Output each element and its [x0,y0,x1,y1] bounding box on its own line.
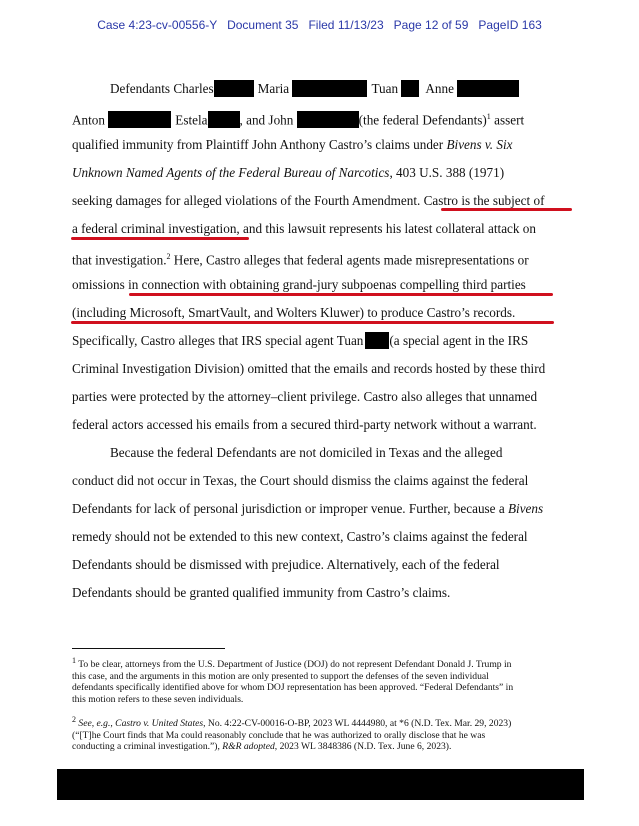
body-line-12: parties were protected by the attorney–client privilege. Castro also alleges that unnamed [72,389,538,404]
body-line-15: conduct did not occur in Texas, the Court should dismiss the claims against the federal [72,473,529,488]
body-line-7: that investigation.$^2$ Here, Castro alleges that federal agents made misrepresentations or [72,252,529,268]
redaction-block [297,111,359,128]
body-line-1: Defendants Charles Maria Tuan Anne [110,80,519,98]
red-underline [71,321,554,324]
redaction-block [208,111,240,128]
redaction-block [457,80,519,97]
body-line-11: Criminal Investigation Division) omitted that the emails and records hosted by these third [72,361,546,376]
redaction-block [108,111,171,128]
body-line-8: omissions in connection with obtaining grand-jury subpoenas compelling third parties [72,277,526,292]
case-number: Case 4:23-cv-00556-Y [97,18,218,32]
body-line-9 [72,304,515,322]
page-id: PageID 163 [478,18,542,32]
body-line-2: Anton Estela , and John (the federal Defendants)$^1$ assert [72,112,525,128]
body-line-14: Because the federal Defendants are not domiciled in Texas and the alleged [110,445,503,460]
body-line-3: qualified immunity from Plaintiff John Anthony Castro’s claims under Bivens v. Six [72,137,513,152]
body-line-18: Defendants should be dismissed with prejudice. Alternatively, each of the federal [72,557,500,572]
redaction-block [292,80,367,97]
redaction-block [401,80,419,97]
footnote-1: $^1$ To be clear, attorneys from the U.S. Department of Justice (DOJ) do not represent Defendant Donald J. Trump in this case, and the arguments in this motion are only presented to support the defenses of the seven individual defendants specifically identified above for whom DOJ representation has been approved. “Federal Defendants” in this motion refers to these seven individuals. [72,656,514,705]
redaction-block [365,332,389,349]
redaction-bar [57,769,584,800]
filed-date: Filed 11/13/23 [308,18,384,32]
footnote-separator [72,648,225,649]
body-line-19: Defendants should be granted qualified immunity from Castro’s claims. [72,585,451,600]
footnote-2: $^2$ See, e.g., Castro v. United States, No. 4:22-CV-00016-O-BP, 2023 WL 4444980, at *6 (N.D. Tex. Mar. 29, 2023) (“[T]he Court finds that Ma could reasonably conclude that he was authorized to orally disclose that he was conducting a criminal investigation.”), R&R adopted, 2023 WL 3848386 (N.D. Tex. June 6, 2023). [72,715,512,753]
body-line-16: Defendants for lack of personal jurisdiction or improper venue. Further, because a Bivens [72,501,544,516]
highlighted-text: Castro is the subject of [423,193,545,208]
body-line-5: seeking damages for alleged violations of the Fourth Amendment. Castro is the subject of [72,193,545,208]
redaction-block [214,80,254,97]
highlighted-text: (including Microsoft, SmartVault, and Wolters Kluwer) to produce Castro’s records. [72,305,516,320]
body-line-6: a federal criminal investigation, and this lawsuit represents his latest collateral attack on [72,221,536,236]
red-underline [441,208,572,211]
body-line-10: Specifically, Castro alleges that IRS special agent Tuan (a special agent in the IRS [72,333,529,348]
highlighted-text: a federal criminal investigation [72,221,237,236]
page-number: Page 12 of 59 [393,18,469,32]
case-header [0,18,639,32]
document-number: Document 35 [227,18,299,32]
highlighted-text: in connection with obtaining grand-jury subpoenas compelling third parties [128,277,526,292]
red-underline [71,237,249,240]
body-line-4: Unknown Named Agents of the Federal Bureau of Narcotics, 403 U.S. 388 (1971) [72,165,505,180]
body-line-17: remedy should not be extended to this new context, Castro’s claims against the federal [72,529,528,544]
red-underline [129,293,553,296]
body-line-13: federal actors accessed his emails from a secured third-party network without a warrant. [72,417,537,432]
